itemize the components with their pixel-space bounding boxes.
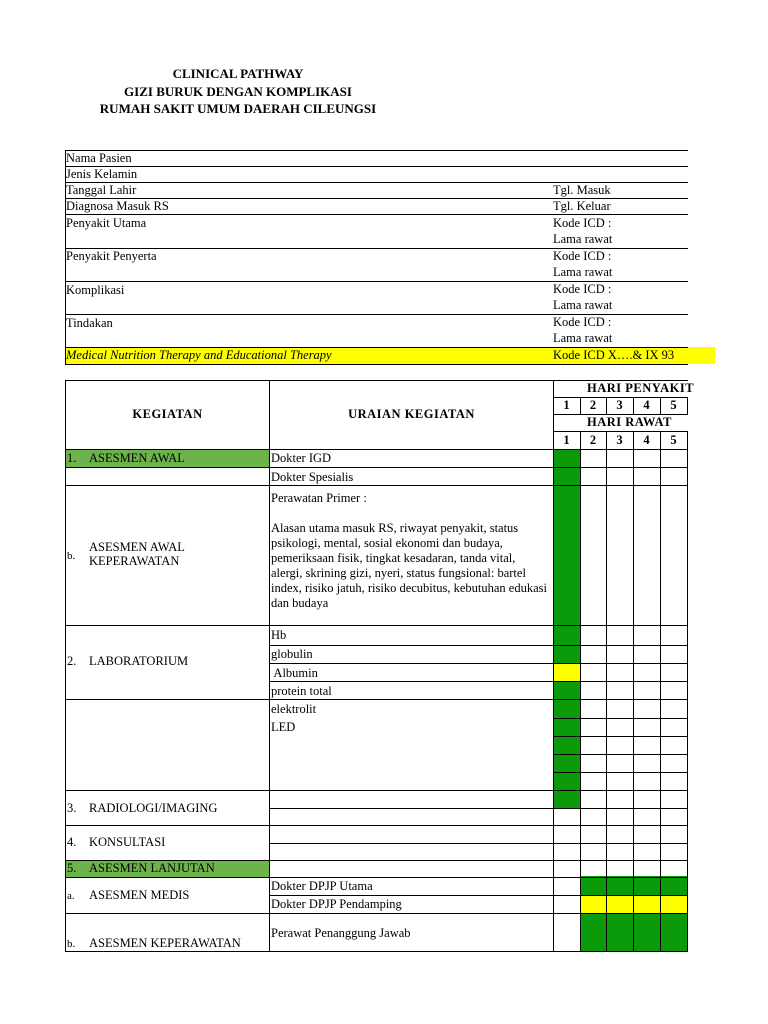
title-diagnosis: GIZI BURUK DENGAN KOMPLIKASI — [124, 84, 352, 99]
label-diagnosa: Diagnosa Masuk RS — [66, 199, 169, 213]
section-2-laboratorium: LABORATORIUM — [89, 654, 189, 668]
label-tindakan: Tindakan — [66, 316, 113, 330]
label-lama-rawat-1: Lama rawat — [553, 232, 613, 246]
label-penyakit-penyerta: Penyakit Penyerta — [66, 249, 157, 263]
section-5a-asesmen-medis: ASESMEN MEDIS — [89, 888, 190, 902]
label-jenis-kelamin: Jenis Kelamin — [66, 167, 138, 181]
day-penyakit-4: 4 — [643, 398, 650, 412]
section-5b-letter: b. — [67, 938, 76, 950]
label-kode-icd-4: Kode ICD : — [553, 315, 612, 329]
section-4-konsultasi: KONSULTASI — [89, 835, 166, 849]
item-albumin: Albumin — [271, 666, 318, 680]
item-perawatan-primer: Perawatan Primer : — [271, 491, 367, 505]
col-header-hari-rawat: HARI RAWAT — [587, 415, 672, 429]
title-clinical-pathway: CLINICAL PATHWAY — [172, 66, 304, 81]
label-penyakit-utama: Penyakit Utama — [66, 216, 147, 230]
item-elektrolit: elektrolit — [271, 702, 317, 716]
label-kode-icd-1: Kode ICD : — [553, 216, 612, 230]
label-lama-rawat-2: Lama rawat — [553, 265, 613, 279]
label-tanggal-lahir: Tanggal Lahir — [66, 183, 137, 197]
section-1-number: 1. — [67, 451, 77, 465]
day-penyakit-2: 2 — [589, 398, 597, 412]
day1-albumin-yellow — [553, 663, 580, 681]
item-globulin: globulin — [271, 647, 313, 661]
label-tgl-masuk: Tgl. Masuk — [553, 183, 611, 197]
day-penyakit-1: 1 — [563, 398, 570, 412]
col-header-hari-penyakit: HARI PENYAKIT — [587, 381, 695, 395]
section-3-radiologi: RADIOLOGI/IMAGING — [89, 801, 218, 815]
label-lama-rawat-4: Lama rawat — [553, 331, 613, 345]
section-5a-letter: a. — [67, 890, 75, 902]
day-rawat-1: 1 — [563, 433, 570, 447]
item-hb: Hb — [271, 628, 287, 642]
col-header-uraian: URAIAN KEGIATAN — [348, 407, 475, 421]
title-hospital: RUMAH SAKIT UMUM DAERAH CILEUNGSI — [99, 101, 377, 116]
label-mnt: Medical Nutrition Therapy and Educational Therapy — [66, 348, 332, 362]
item-led: LED — [271, 720, 296, 734]
label-nama-pasien: Nama Pasien — [66, 151, 132, 165]
section-5-asesmen-lanjutan: ASESMEN LANJUTAN — [89, 861, 215, 875]
section-1b-letter: b. — [67, 550, 76, 562]
item-dokter-igd: Dokter IGD — [271, 451, 332, 465]
section-4-number: 4. — [67, 835, 77, 849]
label-kode-icd-3: Kode ICD : — [553, 282, 612, 296]
item-dokter-spesialis: Dokter Spesialis — [271, 470, 354, 484]
section-2-number: 2. — [67, 654, 77, 668]
label-kode-icd-2: Kode ICD : — [553, 249, 612, 263]
label-komplikasi: Komplikasi — [66, 283, 125, 297]
label-mnt-code: Kode ICD X….& IX 93 — [553, 348, 675, 362]
section-1b-asesmen-keperawatan: ASESMEN AWAL KEPERAWATAN — [89, 540, 185, 568]
label-lama-rawat-3: Lama rawat — [553, 298, 613, 312]
item-dokter-dpjp-utama: Dokter DPJP Utama — [271, 879, 373, 893]
section-3-number: 3. — [67, 801, 77, 815]
day-penyakit-3: 3 — [616, 398, 623, 412]
day1-green-block-1 — [553, 449, 580, 663]
col-header-kegiatan: KEGIATAN — [132, 407, 203, 421]
item-perawat-penanggung-jawab: Perawat Penanggung Jawab — [271, 926, 411, 940]
day-rawat-2: 2 — [589, 433, 597, 447]
day-penyakit-5: 5 — [670, 398, 677, 412]
day-rawat-5: 5 — [670, 433, 677, 447]
day-rawat-4: 4 — [643, 433, 650, 447]
section-1-asesmen-awal: ASESMEN AWAL — [89, 451, 185, 465]
section-5b-asesmen-keperawatan: ASESMEN KEPERAWATAN — [89, 936, 241, 950]
item-dokter-dpjp-pendamping: Dokter DPJP Pendamping — [271, 897, 402, 911]
day-rawat-3: 3 — [616, 433, 623, 447]
label-tgl-keluar: Tgl. Keluar — [553, 199, 611, 213]
item-alasan-utama: Alasan utama masuk RS, riwayat penyakit, status psikologi, mental, sosial ekonomi dan budaya, pemeriksaan fisik, tingkat kesadaran, tanda vital, alergi, skrining gizi, nyeri, status fungsional: bartel index, risiko jatuh, risiko decubitus, kebutuhan edukasi dan budaya — [271, 521, 547, 610]
section-5-number: 5. — [67, 861, 77, 875]
item-protein-total: protein total — [271, 684, 332, 698]
